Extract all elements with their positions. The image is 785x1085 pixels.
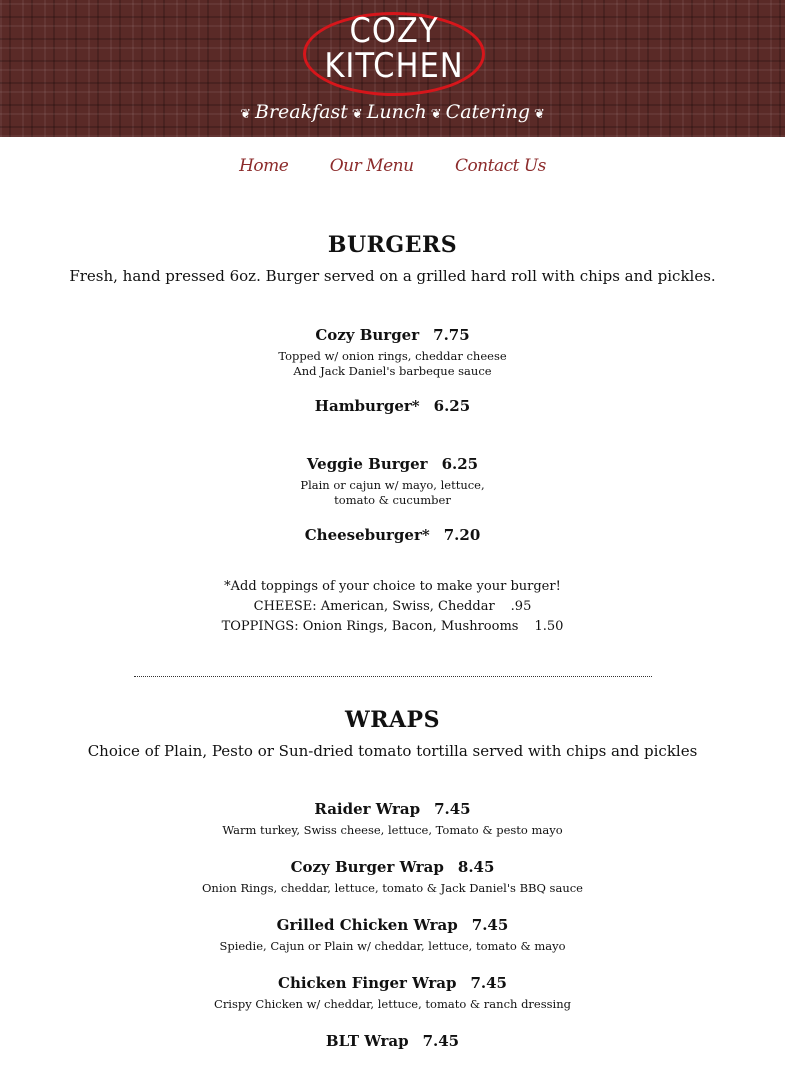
item-name: Cozy Burger <box>315 326 420 344</box>
menu-item-cozy-burger-wrap <box>0 858 785 876</box>
nav-home[interactable]: Home <box>239 156 289 176</box>
item-desc-line: Topped w/ onion rings, cheddar cheese <box>278 349 507 363</box>
logo-line-1: COZY <box>349 11 439 51</box>
tagline-lunch: Lunch <box>366 101 427 123</box>
addons-cheese-price: .95 <box>510 599 532 614</box>
item-desc-line: tomato & cucumber <box>334 493 451 507</box>
wraps-heading: WRAPS <box>345 707 440 733</box>
item-description: Onion Rings, cheddar, lettuce, tomato & Jack Daniel's BBQ sauce <box>202 881 583 895</box>
item-name: Hamburger* <box>314 397 420 415</box>
menu-item-chicken-finger-wrap <box>0 974 785 992</box>
nav-contact-us[interactable]: Contact Us <box>454 156 546 176</box>
item-description: Crispy Chicken w/ cheddar, lettuce, tomato & ranch dressing <box>214 997 571 1011</box>
menu-item-hamburger <box>0 397 785 415</box>
header-banner <box>0 0 785 137</box>
item-price: 7.45 <box>470 974 507 992</box>
item-price: 7.75 <box>433 326 470 344</box>
addons-toppings <box>0 617 785 637</box>
menu-content <box>0 232 785 1050</box>
item-price: 7.20 <box>443 526 481 544</box>
item-description: Spiedie, Cajun or Plain w/ cheddar, lettuce, tomato & mayo <box>219 939 566 953</box>
item-price: 7.45 <box>434 800 471 818</box>
item-price: 7.45 <box>471 916 509 934</box>
item-price: 7.45 <box>422 1032 460 1050</box>
logo-line-2: KITCHEN <box>324 46 464 86</box>
item-price: 6.25 <box>441 455 479 473</box>
tagline-catering: Catering <box>445 101 530 123</box>
nav-our-menu[interactable]: Our Menu <box>329 156 414 176</box>
burger-addons <box>0 577 785 637</box>
leaf-icon: ❦ <box>240 107 251 122</box>
addons-cheese <box>0 597 785 617</box>
item-desc-line: And Jack Daniel's barbeque sauce <box>293 364 492 378</box>
wraps-intro: Choice of Plain, Pesto or Sun-dried tomato tortilla served with chips and pickles <box>87 742 698 760</box>
item-price: 8.45 <box>457 858 495 876</box>
menu-item-cozy-burger <box>0 326 785 344</box>
item-name: Raider Wrap <box>314 800 421 818</box>
main-nav <box>0 156 785 176</box>
addons-toppings-price: 1.50 <box>534 619 564 634</box>
item-name: Cozy Burger Wrap <box>290 858 444 876</box>
item-description <box>0 478 785 508</box>
item-name: Grilled Chicken Wrap <box>276 916 458 934</box>
item-desc-line: Plain or cajun w/ mayo, lettuce, <box>300 478 485 492</box>
item-price: 6.25 <box>433 397 471 415</box>
addons-toppings-label: TOPPINGS: Onion Rings, Bacon, Mushrooms <box>221 619 519 634</box>
tagline <box>0 101 785 123</box>
menu-item-grilled-chicken-wrap <box>0 916 785 934</box>
addons-cheese-label: CHEESE: American, Swiss, Cheddar <box>253 599 495 614</box>
addons-note: *Add toppings of your choice to make your burger! <box>224 579 561 594</box>
item-name: BLT Wrap <box>325 1032 409 1050</box>
burgers-heading: BURGERS <box>327 232 458 258</box>
leaf-icon: ❦ <box>351 107 363 122</box>
logo[interactable] <box>303 11 485 86</box>
item-name: Chicken Finger Wrap <box>278 974 457 992</box>
menu-item-cheeseburger <box>0 526 785 544</box>
burgers-intro: Fresh, hand pressed 6oz. Burger served on a grilled hard roll with chips and pickles. <box>69 267 716 285</box>
menu-item-veggie-burger <box>0 455 785 473</box>
tagline-breakfast: Breakfast <box>255 101 348 123</box>
item-description: Warm turkey, Swiss cheese, lettuce, Tomato & pesto mayo <box>222 823 563 837</box>
leaf-icon: ❦ <box>430 107 442 122</box>
menu-item-blt-wrap <box>0 1032 785 1050</box>
leaf-icon: ❦ <box>533 107 545 122</box>
menu-item-raider-wrap <box>0 800 785 818</box>
item-name: Veggie Burger <box>306 455 428 473</box>
item-name: Cheeseburger* <box>304 526 430 544</box>
item-description <box>0 349 785 379</box>
